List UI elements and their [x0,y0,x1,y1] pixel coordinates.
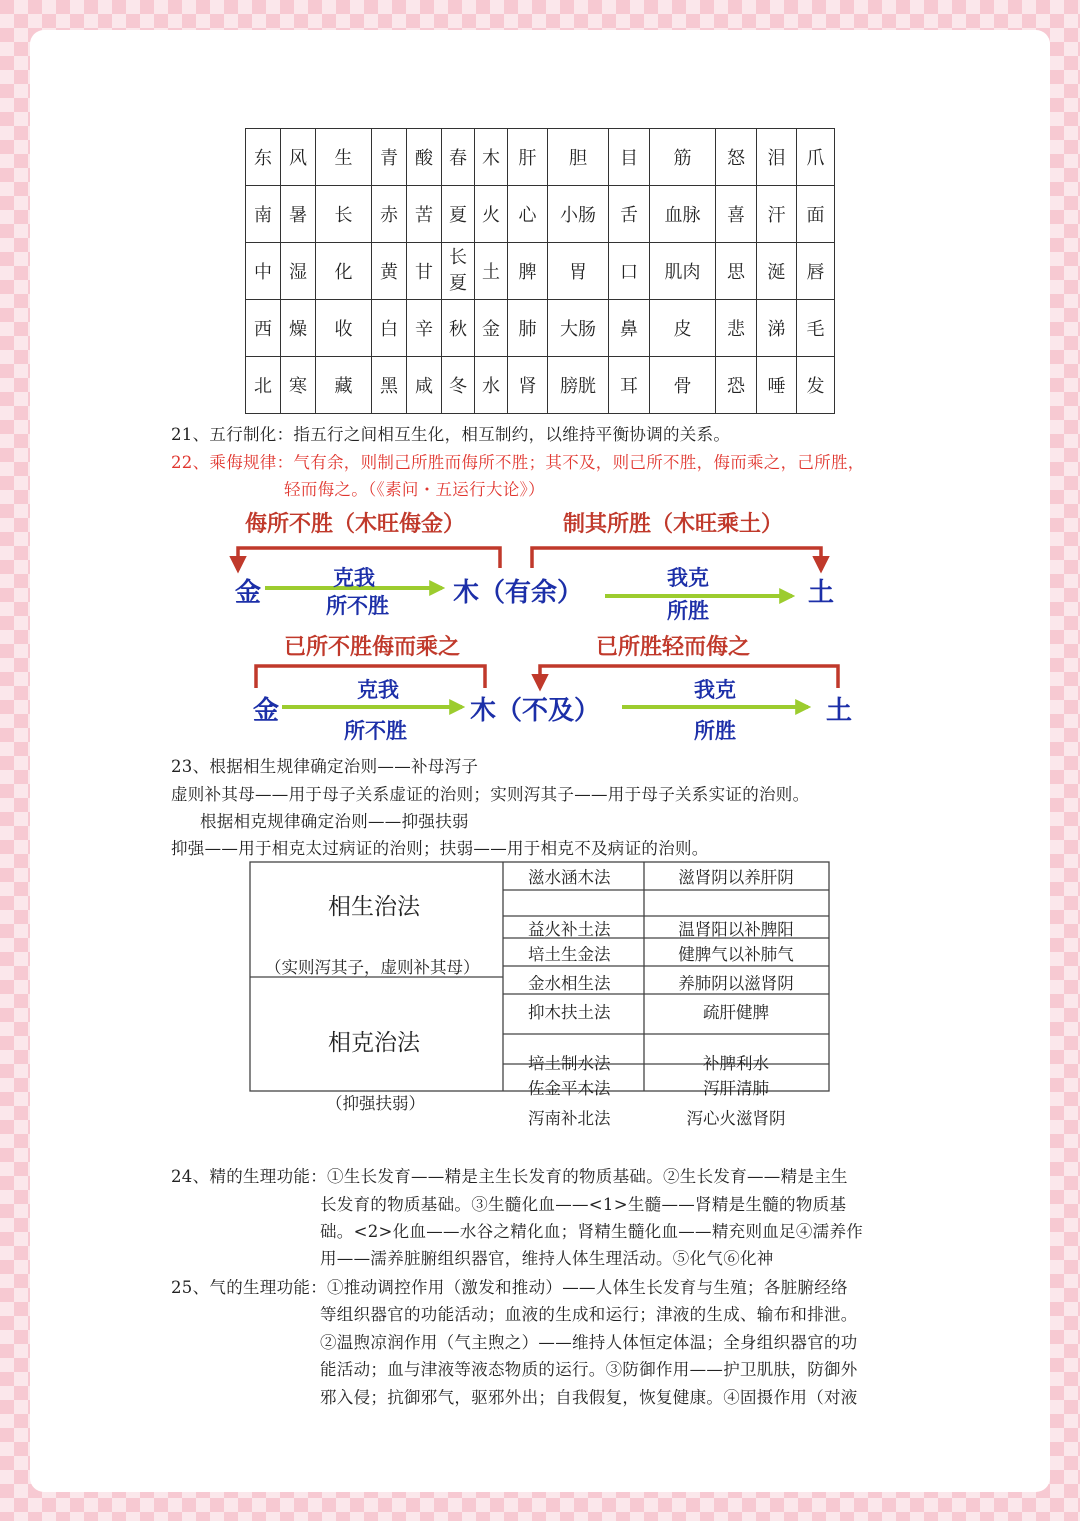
table-cell: 火 [475,186,508,243]
table-cell: 西 [246,300,281,357]
method-description: 泻心火滋肾阴 [686,1109,786,1128]
table-cell: 心 [508,186,548,243]
table-cell: 血脉 [650,186,716,243]
table-cell: 白 [372,300,407,357]
item-25-line5: 邪入侵；抗御邪气，驱邪外出；自我假复，恢复健康。④固摄作用（对液 [320,1388,858,1407]
node-metal-bottom: 金 [253,696,280,726]
table-cell: 泪 [757,129,797,186]
table-cell: 发 [797,357,835,414]
method-description: 补脾利水 [703,1054,769,1073]
table-cell: 东 [246,129,281,186]
table-cell: 胆 [548,129,609,186]
item-23-line3: 根据相克规律确定治则——抑强扶弱 [200,812,469,831]
label-top-ke-wo: 克我 [333,566,375,590]
method-name: 滋水涵木法 [528,868,611,887]
table-cell: 暑 [281,186,316,243]
table-cell: 冬 [442,357,475,414]
table-cell: 藏 [316,357,372,414]
table-cell: 收 [316,300,372,357]
method-name: 益火补土法 [528,920,611,939]
table-cell: 口 [609,243,650,300]
item-25-line4: 能活动；血与津液等液态物质的运行。③防御作用——护卫肌肤，防御外 [320,1360,858,1379]
table-cell: 南 [246,186,281,243]
label-bottom-ke-wo: 克我 [357,678,399,702]
sheng-treatment-subtitle: （实则泻其子，虚则补其母） [265,958,480,977]
table-cell: 生 [316,129,372,186]
table-cell: 肌肉 [650,243,716,300]
label-bottom-suo-bu-sheng: 所不胜 [344,719,407,743]
table-cell: 风 [281,129,316,186]
label-bottom-wo-ke: 我克 [694,678,736,702]
table-cell: 寒 [281,357,316,414]
item-23-line1: 23、根据相生规律确定治则——补母泻子 [171,757,479,776]
method-name: 泻南补北法 [528,1109,611,1128]
method-name: 金水相生法 [528,974,611,993]
item-24-line4: 用——濡养脏腑组织器官，维持人体生理活动。⑤化气⑥化神 [320,1249,774,1268]
diagram-top-left-title: 侮所不胜（木旺侮金） [245,512,466,537]
table-cell: 唇 [797,243,835,300]
table-cell: 青 [372,129,407,186]
table-cell: 秋 [442,300,475,357]
item-22-line2: 轻而侮之。（《素问・五运行大论》） [284,480,545,499]
table-cell: 怒 [716,129,757,186]
sheng-treatment-title: 相生治法 [328,894,420,920]
table-cell: 苦 [407,186,442,243]
item-25-line2: 等组织器官的功能活动；血液的生成和运行；津液的生成、输布和排泄。 [320,1305,858,1324]
table-cell: 肝 [508,129,548,186]
table-cell: 爪 [797,129,835,186]
table-cell: 土 [475,243,508,300]
table-cell: 咸 [407,357,442,414]
table-cell: 喜 [716,186,757,243]
item-22-line1: 22、乘侮规律：气有余，则制己所胜而侮所不胜；其不及，则己所不胜，侮而乘之，己所胜， [171,453,865,472]
table-cell: 长 [316,186,372,243]
table-cell: 毛 [797,300,835,357]
node-earth-bottom: 土 [826,696,853,726]
diagram-top-right-title: 制其所胜（木旺乘土） [563,512,784,537]
table-cell: 肾 [508,357,548,414]
table-cell: 舌 [609,186,650,243]
table-cell: 燥 [281,300,316,357]
ke-treatment-subtitle: （抑强扶弱） [326,1094,425,1113]
diagram-bottom-left-title: 已所不胜侮而乘之 [284,635,461,660]
item-25-line1: 25、气的生理功能：①推动调控作用（激发和推动）——人体生长发育与生殖；各脏腑经络 [171,1278,848,1297]
table-cell: 汗 [757,186,797,243]
ke-treatment-title: 相克治法 [328,1030,420,1056]
table-cell: 金 [475,300,508,357]
table-cell: 皮 [650,300,716,357]
method-description: 滋肾阴以养肝阴 [678,868,794,887]
table-cell: 膀胱 [548,357,609,414]
table-cell: 化 [316,243,372,300]
table-cell: 木 [475,129,508,186]
method-description: 疏肝健脾 [703,1003,769,1022]
table-cell: 目 [609,129,650,186]
label-bottom-suo-sheng: 所胜 [694,719,736,743]
table-cell: 赤 [372,186,407,243]
label-top-suo-sheng: 所胜 [667,599,709,623]
table-cell: 黑 [372,357,407,414]
method-description: 养肺阴以滋肾阴 [678,974,794,993]
table-cell: 骨 [650,357,716,414]
item-24-line3: 础。<2>化血——水谷之精化血；肾精生髓化血——精充则血足④濡养作 [320,1222,864,1241]
node-metal-top: 金 [235,578,262,608]
item-23-line4: 抑强——用于相克太过病证的治则；扶弱——用于相克不及病证的治则。 [171,839,709,858]
table-cell: 肺 [508,300,548,357]
table-cell: 酸 [407,129,442,186]
method-description: 泻肝清肺 [703,1079,769,1098]
table-cell: 甘 [407,243,442,300]
table-cell: 恐 [716,357,757,414]
item-24-line1: 24、精的生理功能：①生长发育——精是主生长发育的物质基础。②生长发育——精是主生 [171,1167,848,1186]
method-name: 培土制水法 [528,1054,611,1073]
table-cell: 辛 [407,300,442,357]
method-description: 健脾气以补肺气 [678,945,794,964]
table-cell: 胃 [548,243,609,300]
table-cell: 水 [475,357,508,414]
node-wood-excess: 木（有余） [453,578,584,608]
diagram-bottom-right-title: 已所胜轻而侮之 [596,635,751,660]
table-cell: 耳 [609,357,650,414]
table-cell: 中 [246,243,281,300]
table-cell: 春 [442,129,475,186]
method-name: 抑木扶土法 [528,1003,611,1022]
table-cell: 唾 [757,357,797,414]
table-cell: 小肠 [548,186,609,243]
item-21-text: 21、五行制化：指五行之间相互生化，相互制约，以维持平衡协调的关系。 [171,425,731,444]
method-description: 温肾阳以补脾阳 [678,920,794,939]
table-cell: 脾 [508,243,548,300]
table-cell: 思 [716,243,757,300]
table-cell: 长夏 [442,243,475,300]
table-cell: 涕 [757,300,797,357]
item-23-line2: 虚则补其母——用于母子关系虚证的治则；实则泻其子——用于母子关系实证的治则。 [171,785,810,804]
table-cell: 悲 [716,300,757,357]
table-cell: 筋 [650,129,716,186]
table-cell: 黄 [372,243,407,300]
table-cell: 面 [797,186,835,243]
table-cell: 夏 [442,186,475,243]
node-wood-deficient: 木（不及） [470,696,601,726]
node-earth-top: 土 [808,578,835,608]
item-25-line3: ②温煦凉润作用（气主煦之）——维持人体恒定体温；全身组织器官的功 [320,1333,858,1352]
table-cell: 涎 [757,243,797,300]
method-name: 培土生金法 [528,945,611,964]
method-name: 佐金平木法 [528,1079,611,1098]
item-24-line2: 长发育的物质基础。③生髓化血——<1>生髓——肾精是生髓的物质基 [320,1195,847,1214]
table-cell: 鼻 [609,300,650,357]
table-cell: 北 [246,357,281,414]
table-cell: 湿 [281,243,316,300]
label-top-suo-bu-sheng: 所不胜 [326,594,389,618]
table-cell: 大肠 [548,300,609,357]
label-top-wo-ke: 我克 [667,566,709,590]
